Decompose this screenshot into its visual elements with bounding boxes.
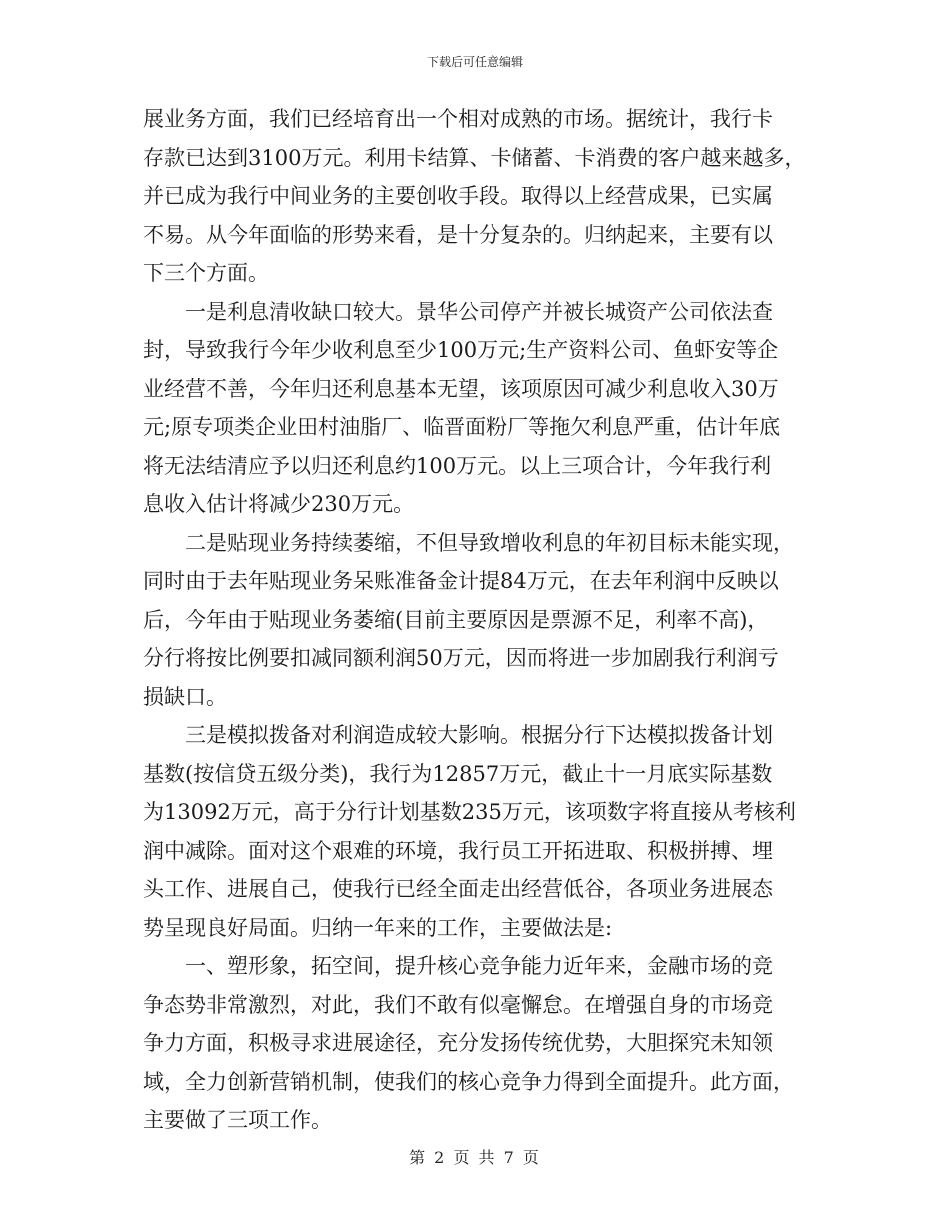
text-line: 争力方面，积极寻求进展途径，充分发扬传统优势，大胆探究未知领 xyxy=(143,1031,773,1055)
text-line: 业经营不善，今年归还利息基本无望，该项原因可减少利息收入30万 xyxy=(143,376,779,401)
document-body xyxy=(143,100,808,1140)
paragraph-first-line: 三是模拟拨备对利润造成较大影响。根据分行下达模拟拨备计划 xyxy=(185,723,773,747)
text-line: 封，导致我行今年少收利息至少100万元;生产资料公司、鱼虾安等企 xyxy=(143,338,779,362)
text-line: 主要做了三项工作。 xyxy=(143,1108,332,1132)
text-line: 分行将按比例要扣减同额利润50万元，因而将进一步加剧我行利润亏 xyxy=(143,646,779,670)
text-line: 展业务方面，我们已经培育出一个相对成熟的市场。据统计，我行卡 xyxy=(143,107,773,131)
text-line: 基数(按信贷五级分类)，我行为12857万元，截止十一月底实际基数 xyxy=(143,761,773,786)
text-line: 头工作、进展自己，使我行已经全面走出经营低谷，各项业务进展态 xyxy=(143,877,773,901)
text-line: 势呈现良好局面。归纳一年来的工作，主要做法是: xyxy=(143,915,613,940)
text-line: 将无法结清应予以归还利息约100万元。以上三项合计，今年我行利 xyxy=(143,453,772,478)
text-line: 为13092万元，高于分行计划基数235万元，该项数字将直接从考核利 xyxy=(143,800,796,824)
text-line: 域，全力创新营销机制，使我们的核心竞争力得到全面提升。此方面， xyxy=(143,1069,794,1094)
text-line: 争态势非常激烈，对此，我们不敢有似毫懈怠。在增强自身的市场竞 xyxy=(143,992,773,1017)
page-header: 下载后可任意编辑 xyxy=(426,55,523,69)
text-line: 存款已达到3100万元。利用卡结算、卡储蓄、卡消费的客户越来越多， xyxy=(143,145,806,170)
text-line: 息收入估计将减少230万元。 xyxy=(143,492,415,516)
text-line: 润中减除。面对这个艰难的环境，我行员工开拓进取、积极拼搏、埋 xyxy=(143,838,773,863)
paragraph-first-line: 一、塑形象，拓空间，提升核心竞争能力近年来，金融市场的竞 xyxy=(185,954,773,978)
text-line: 后，今年由于贴现业务萎缩(目前主要原因是票源不足，利率不高)， xyxy=(143,607,769,632)
text-line: 元;原专项类企业田村油脂厂、临晋面粉厂等拖欠利息严重，估计年底 xyxy=(143,415,781,439)
text-line: 同时由于去年贴现业务呆账准备金计提84万元，在去年利润中反映以 xyxy=(143,569,779,593)
text-line: 并已成为我行中间业务的主要创收手段。取得以上经营成果，已实属 xyxy=(143,184,773,208)
text-line: 下三个方面。 xyxy=(143,261,269,285)
text-line: 损缺口。 xyxy=(143,684,227,709)
paragraph-first-line: 一是利息清收缺口较大。景华公司停产并被长城资产公司依法查 xyxy=(185,299,773,324)
page-footer: 第 2 页 共 7 页 xyxy=(409,1148,541,1167)
text-line: 不易。从今年面临的形势来看，是十分复杂的。归纳起来，主要有以 xyxy=(143,222,773,247)
paragraph-first-line: 二是贴现业务持续萎缩，不但导致增收利息的年初目标未能实现， xyxy=(185,530,794,555)
